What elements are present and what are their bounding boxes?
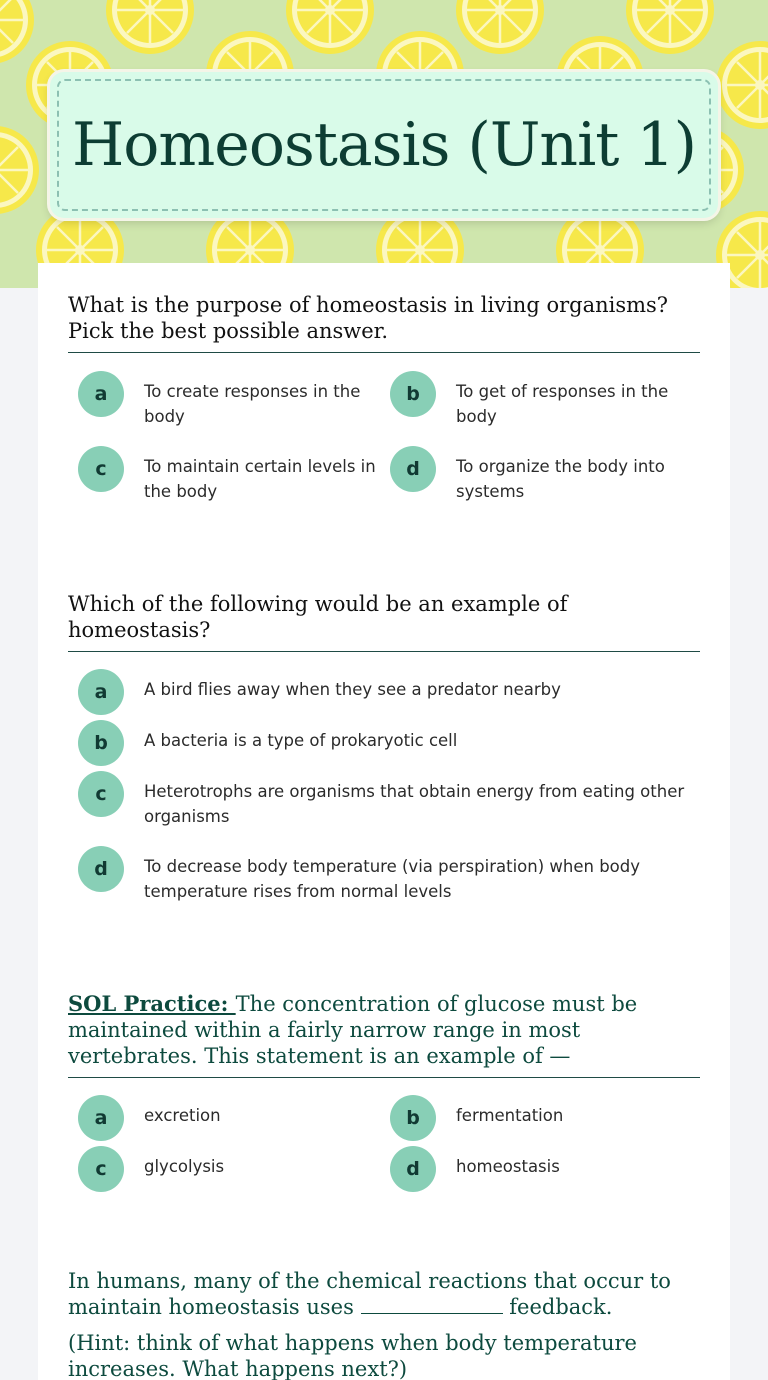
option-letter-badge: d	[390, 1146, 436, 1192]
option-letter-badge: b	[78, 720, 124, 766]
option-letter-badge: c	[78, 446, 124, 492]
option-letter-badge: a	[78, 1095, 124, 1141]
question-4	[68, 1268, 700, 1380]
question-4-hint: (Hint: think of what happens when body temperature increases. What happens next?)	[68, 1331, 637, 1380]
option-text: To maintain certain levels in the body	[144, 457, 376, 501]
option-letter-badge: b	[390, 371, 436, 417]
question-4-text	[68, 1268, 700, 1320]
page-title: Homeostasis (Unit 1)	[71, 110, 697, 180]
option-text: To get of responses in the body	[456, 382, 669, 426]
question-2	[68, 591, 700, 652]
title-card	[50, 72, 718, 218]
option-text: A bird flies away when they see a predator nearby	[144, 680, 561, 699]
fill-in-blank[interactable]	[361, 1296, 503, 1314]
question-1-text: What is the purpose of homeostasis in living organisms? Pick the best possible answer.	[68, 292, 700, 353]
option-letter-badge: d	[390, 446, 436, 492]
option-text: To create responses in the body	[144, 382, 361, 426]
sol-practice-label: SOL Practice:	[68, 991, 236, 1016]
question-1	[68, 292, 700, 353]
option-letter-badge: b	[390, 1095, 436, 1141]
header-banner	[0, 0, 768, 288]
option-text: glycolysis	[144, 1157, 225, 1176]
question-2-text: Which of the following would be an example of homeostasis?	[68, 591, 700, 652]
option-text: To decrease body temperature (via perspiration) when body temperature rises from normal levels	[144, 857, 640, 901]
question-3-body: The concentration of glucose must be maintained within a fairly narrow range in most vertebrates. This statement is an example of —	[68, 992, 638, 1068]
question-3	[68, 991, 700, 1078]
option-text: excretion	[144, 1106, 221, 1125]
option-letter-badge: d	[78, 846, 124, 892]
option-letter-badge: a	[78, 669, 124, 715]
option-letter-badge: c	[78, 1146, 124, 1192]
option-text: A bacteria is a type of prokaryotic cell	[144, 731, 458, 750]
option-text: To organize the body into systems	[456, 457, 665, 501]
question-4-text-before: In humans, many of the chemical reactions that occur to maintain homeostasis uses	[68, 1269, 671, 1319]
option-letter-badge: a	[78, 371, 124, 417]
question-4-text-after: feedback.	[509, 1295, 613, 1319]
option-text: homeostasis	[456, 1157, 560, 1176]
option-text: fermentation	[456, 1106, 564, 1125]
question-3-text	[68, 991, 700, 1078]
option-letter-badge: c	[78, 771, 124, 817]
option-text: Heterotrophs are organisms that obtain energy from eating other organisms	[144, 782, 685, 826]
